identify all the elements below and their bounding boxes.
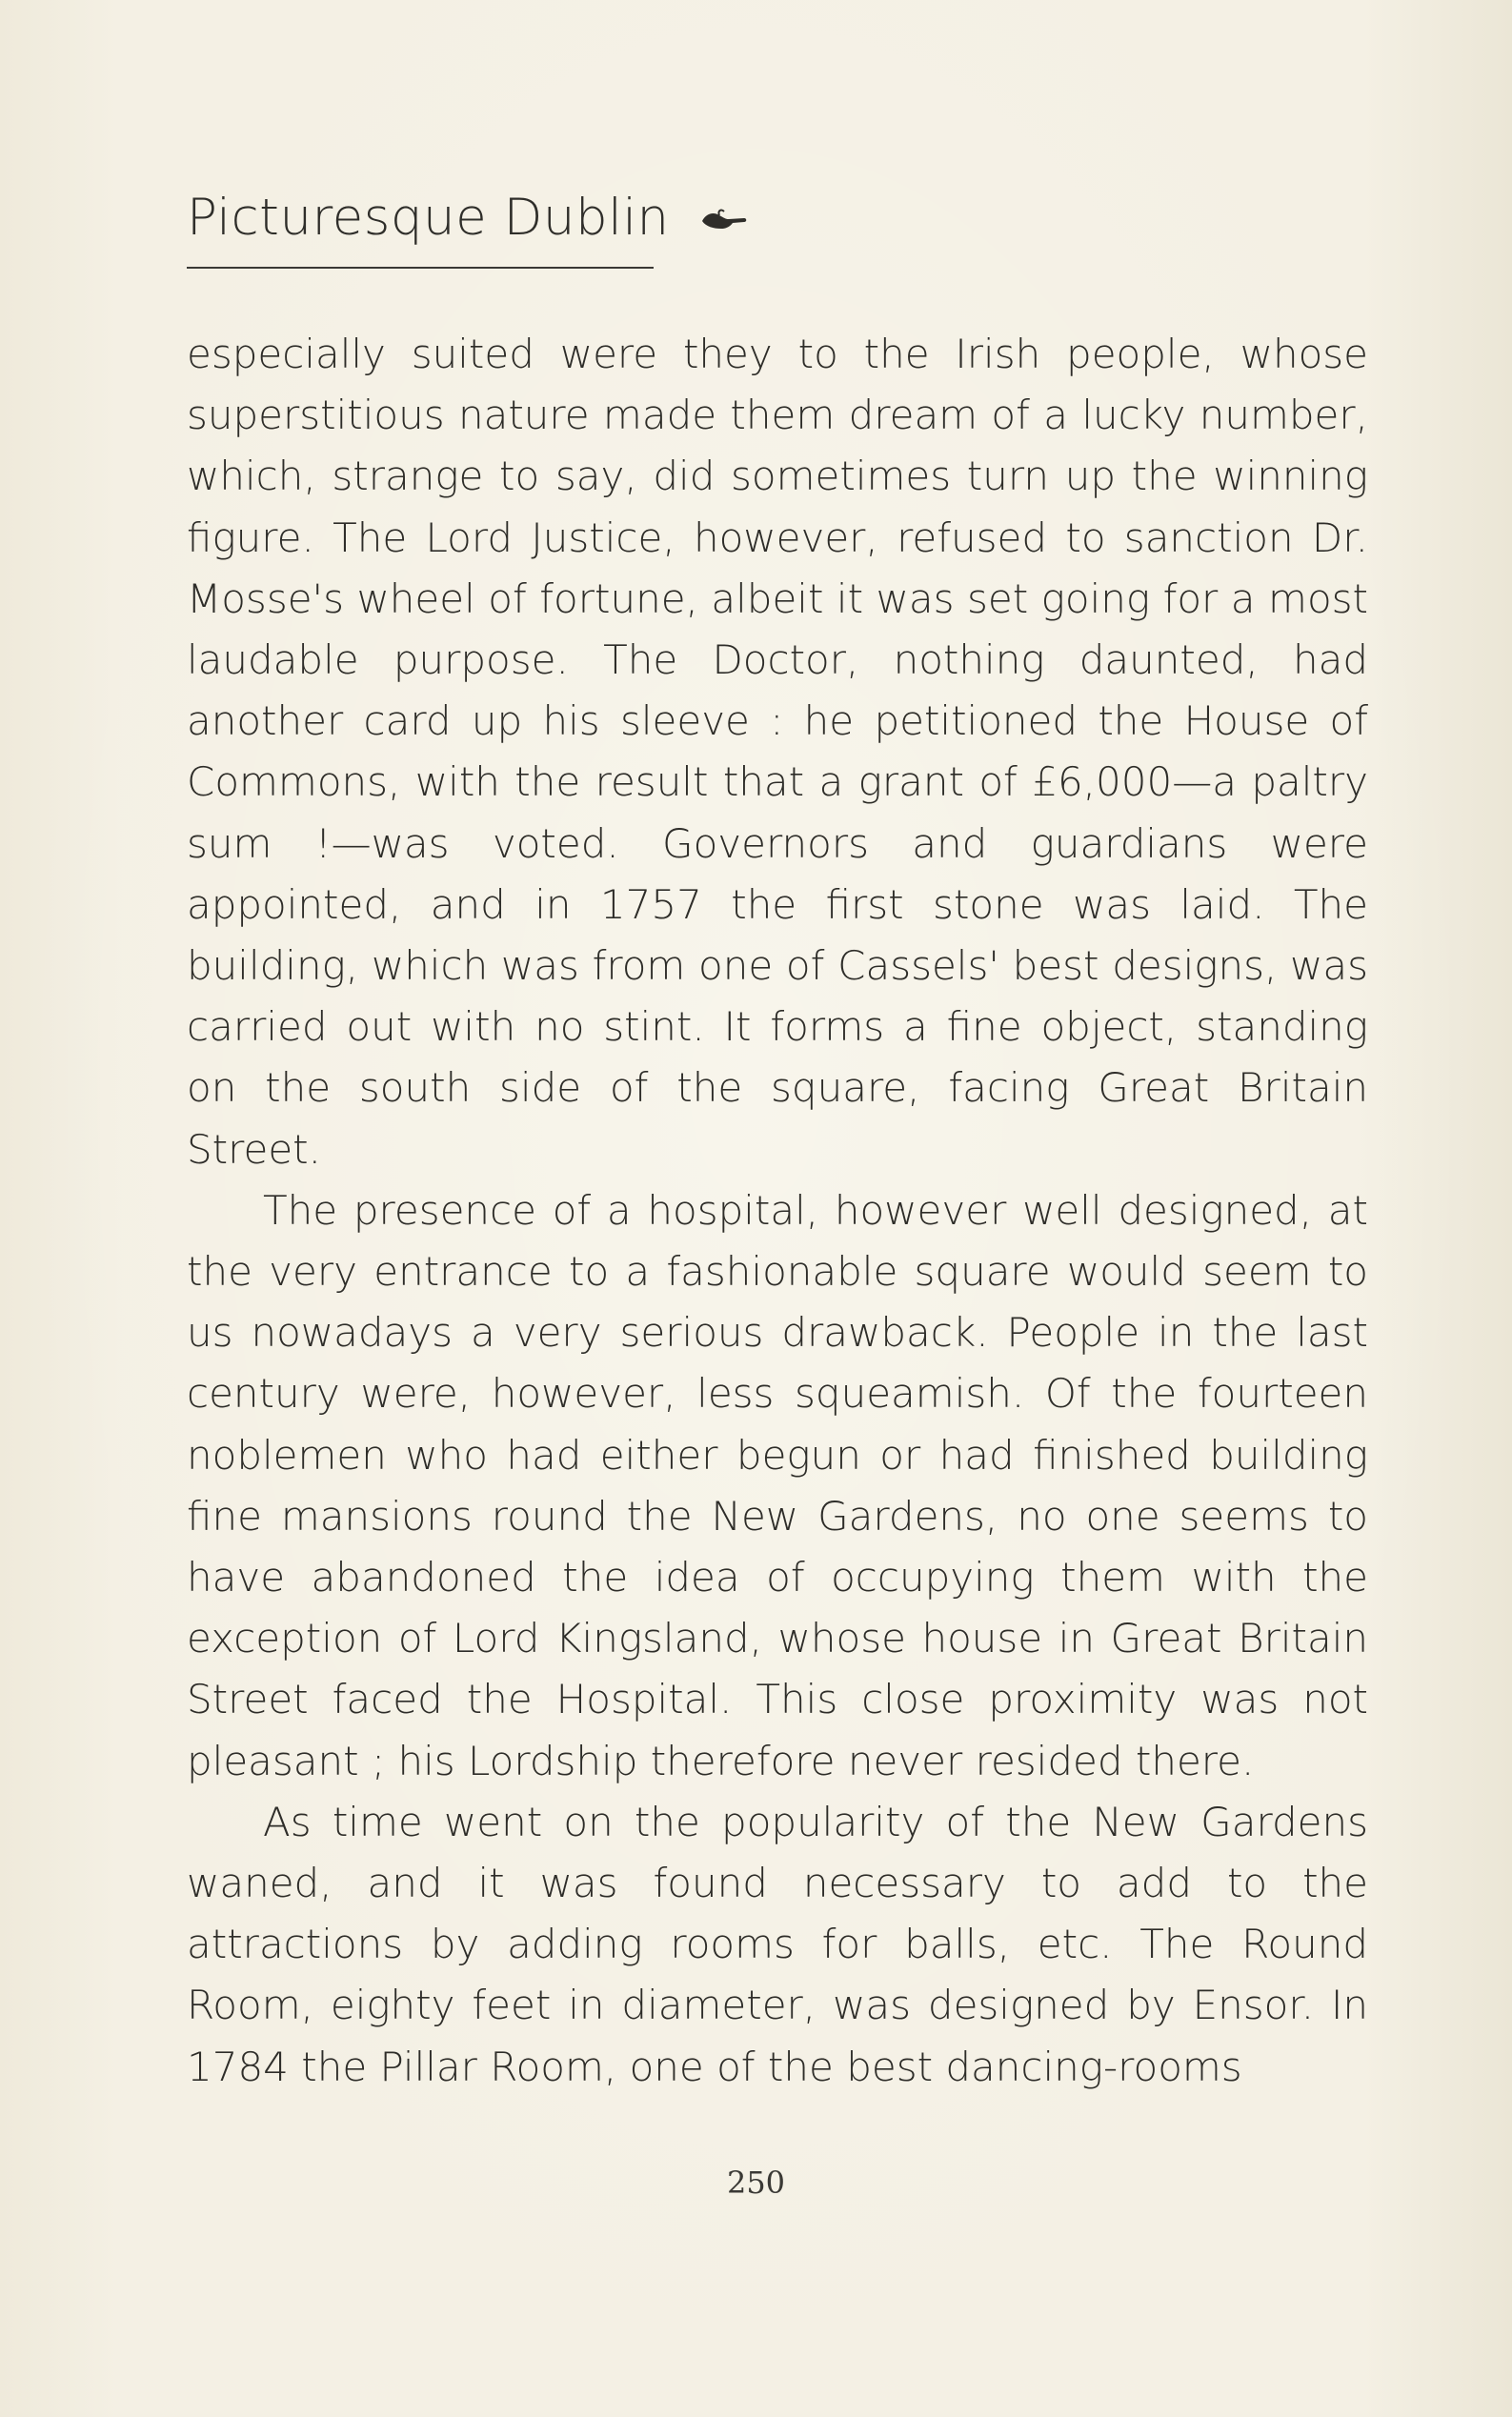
page-number: 250 [726, 2165, 786, 2201]
header-rule [187, 267, 654, 269]
running-head: Picturesque Dublin [187, 189, 670, 247]
paragraph-3: As time went on the popularity of the New Gardens waned, and it was found necessary to add to the attractions by adding rooms for balls, etc. The Round Room, eighty feet in diameter, was designed by Ensor. In 1784 the Pillar Room, one of the best dancing-rooms [187, 1798, 1368, 2090]
hand-pointer-ornament-icon [696, 202, 754, 240]
paragraph-2: The presence of a hospital, however well designed, at the very entrance to a fashionable square would seem to us nowadays a very serious drawback. People in the last century were, however, less squeamish. Of the fourteen noblemen who had either begun or had finished building fine mansions round the New Gardens, no one seems to have abandoned the idea of occupying them with the exception of Lord Kingsland, whose house in Great Britain Street faced the Hospital. This close proximity was not pleasant ; his Lordship therefore never resided there. [187, 1186, 1368, 1784]
page-header [187, 189, 1368, 274]
body-text [187, 324, 1368, 2098]
paragraph-1: especially suited were they to the Irish people, whose superstitious nature made them dream of a lucky number, which, strange to say, did sometimes turn up the winning figure. The Lord Justice, however, refused to sanction Dr. Mosse's wheel of fortune, albeit it was set going for a most laudable purpose. The Doctor, nothing daunted, had another card up his sleeve : he petitioned the House of Commons, with the result that a grant of £6,000—a paltry sum !—was voted. Governors and guardians were appointed, and in 1757 the first stone was laid. The building, which was from one of Cassels' best designs, was carried out with no stint. It forms a fine object, standing on the south side of the square, facing Great Britain Street. [187, 331, 1368, 1173]
